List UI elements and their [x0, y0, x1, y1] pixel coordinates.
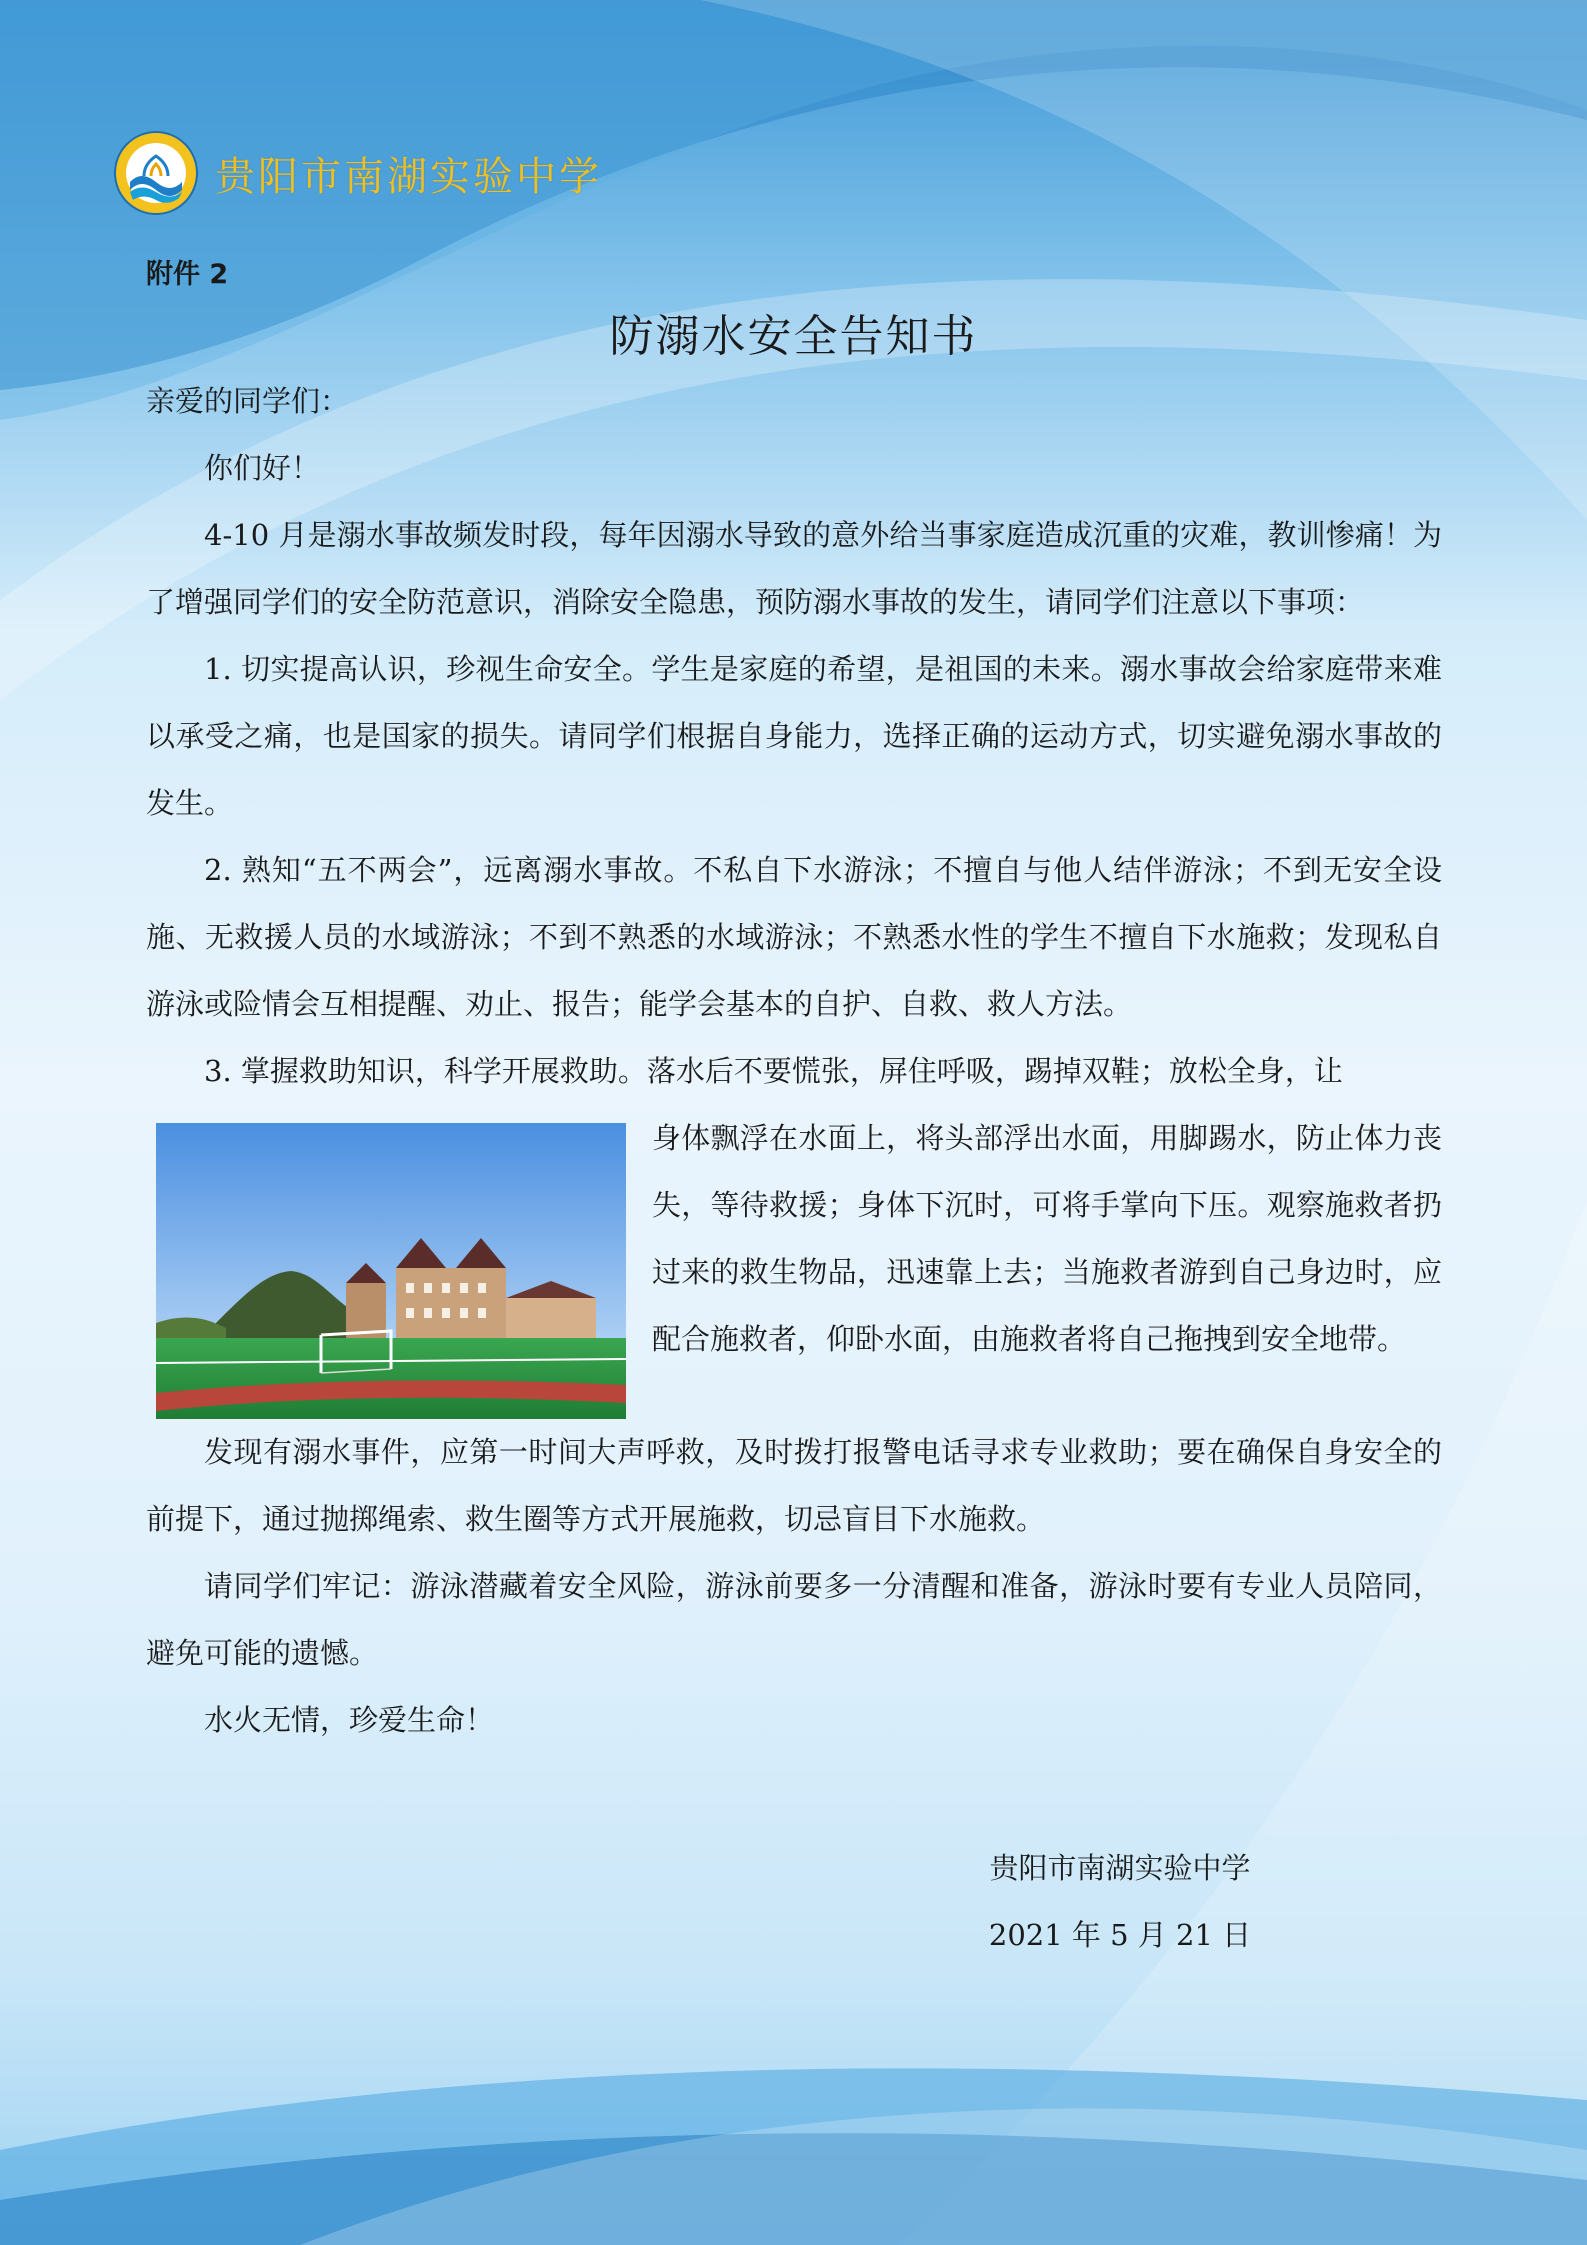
school-name: 贵阳市南湖实验中学 — [215, 153, 602, 200]
hello-line: 你们好！ — [204, 451, 321, 485]
closing-line: 水火无情，珍爱生命！ — [204, 1703, 495, 1737]
item-2-paragraph: 2. 熟知“五不两会”，远离溺水事故。不私自下水游泳；不擅自与他人结伴游泳；不到无安全设施、无救援人员的水域游泳；不到不熟悉的水域游泳；不熟悉水性的学生不擅自下水施救；发现私自游泳或险情会互相提醒、劝止、报告；能学会基本的自护、自救、救人方法。 — [146, 853, 1442, 1021]
document-title: 防溺水安全告知书 — [609, 311, 978, 362]
campus-photo — [156, 1123, 626, 1419]
document-body — [146, 368, 1442, 1754]
school-emblem-icon — [113, 130, 199, 216]
greeting: 亲爱的同学们： — [146, 384, 350, 418]
item-3-rest: 身体飘浮在水面上，将头部浮出水面，用脚踢水，防止体力丧失，等待救援；身体下沉时，可将手掌向下压。观察施救者扔过来的救生物品，迅速靠上去；当施救者游到自己身边时，应配合施救者，仰卧水面，由施救者将自己拖拽到安全地带。 — [652, 1121, 1442, 1356]
item-3-first-line: 3. 掌握救助知识，科学开展救助。落水后不要慌张，屏住呼吸，踢掉双鞋；放松全身，让 — [204, 1054, 1343, 1088]
remember-paragraph: 请同学们牢记：游泳潜藏着安全风险，游泳前要多一分清醒和准备，游泳时要有专业人员陪同，避免可能的遗憾。 — [146, 1569, 1442, 1670]
attachment-label: 附件 2 — [146, 259, 229, 290]
school-header — [113, 130, 602, 216]
campus-photo-icon — [156, 1123, 626, 1419]
signature-date: 2021 年 5 月 21 日 — [988, 1918, 1252, 1952]
intro-paragraph: 4-10 月是溺水事故频发时段，每年因溺水导致的意外给当事家庭造成沉重的灾难，教训惨痛！为了增强同学们的安全防范意识，消除安全隐患，预防溺水事故的发生，请同学们注意以下事项： — [146, 518, 1442, 619]
signature-organization: 贵阳市南湖实验中学 — [989, 1851, 1251, 1885]
rescue-paragraph: 发现有溺水事件，应第一时间大声呼救，及时拨打报警电话寻求专业救助；要在确保自身安全的前提下，通过抛掷绳索、救生圈等方式开展施救，切忌盲目下水施救。 — [146, 1435, 1442, 1536]
item-1-paragraph: 1. 切实提高认识，珍视生命安全。学生是家庭的希望，是祖国的未来。溺水事故会给家庭带来难以承受之痛，也是国家的损失。请同学们根据自身能力，选择正确的运动方式，切实避免溺水事故的发生。 — [146, 652, 1442, 820]
